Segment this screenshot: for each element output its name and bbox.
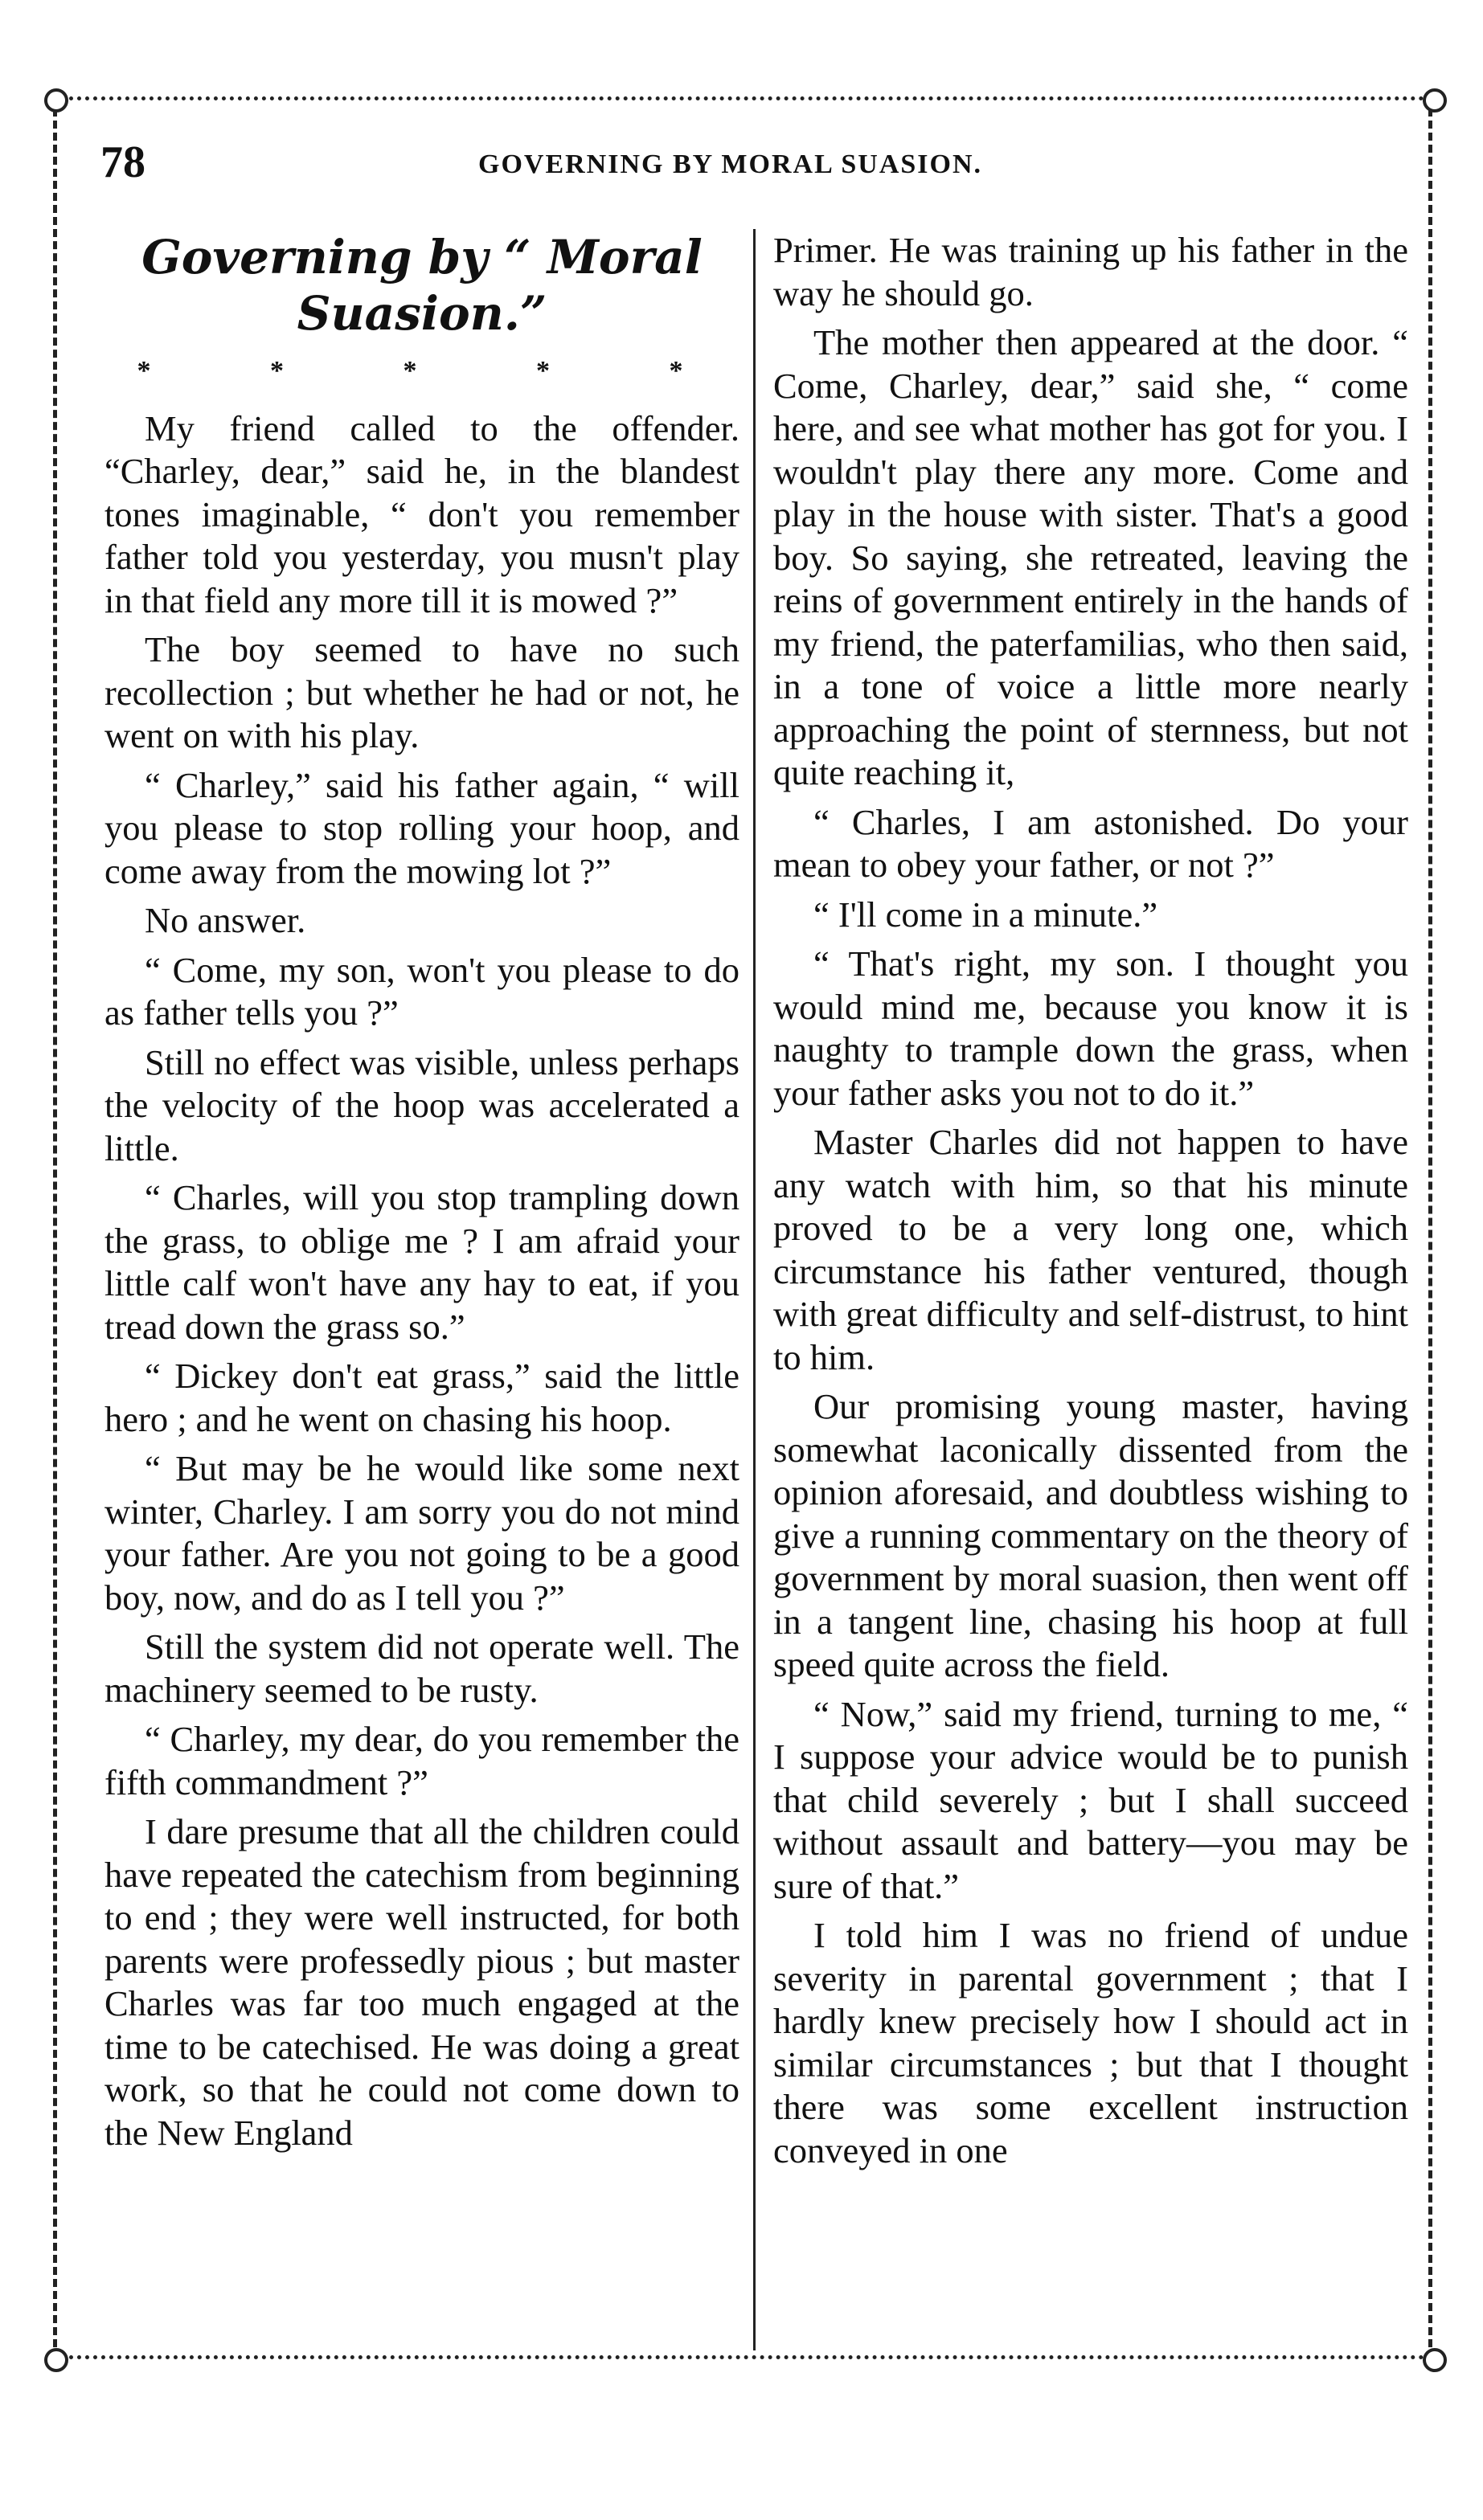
paragraph: Master Charles did not happen to have any watch with him, so that his minute proved to be a very long one, which circumstance his father ventured, though with great difficulty and self-distrust, to hint to him. [773,1122,1408,1377]
paragraph: “ Dickey don't eat grass,” said the little hero ; and he went on chasing his hoop. [104,1356,739,1439]
left-column [104,229,739,2161]
paragraph: “ Now,” said my friend, turning to me, “ I suppose your advice would be to punish that child severely ; but I shall succeed without assault and battery—you may be sure of that.” [773,1693,1408,1906]
paragraph: No answer. [145,900,306,940]
paragraph: “ That's right, my son. I thought you would mind me, because you know it is naughty to trample down the grass, when your father asks you not to do it.” [773,943,1408,1113]
paragraph: I dare presume that all the children could have repeated the catechism from beginning to end ; they were well instructed, for both parents were professedly pious ; but master Charles was far too much engaged at the time to be catechised. He was doing a great work, so that he could not come down to the New England [104,1811,739,2153]
article-title: Governing by “ Moral Suasion.” [141,230,703,341]
paragraph: “ I'll come in a minute.” [813,894,1158,935]
column-divider [753,229,756,2350]
paragraph: I told him I was no friend of undue severity in parental government ; that I hardly knew precisely how I should act in similar circumstances ; but that I thought there was some excellent instruction conveyed in one [773,1915,1408,2170]
paragraph: Our promising young master, having somewhat laconically dissented from the opinion aforesaid, and doubtless wishing to give a running commentary on the theory of government by moral suasion, then went off in a tangent line, chasing his hoop at full speed quite across the field. [773,1386,1408,1684]
paragraph: “ Charley,” said his father again, “ will you please to stop rolling your hoop, and come away from the mowing lot ?” [104,764,739,891]
border-ornament [1423,2348,1447,2372]
paragraph: Still no effect was visible, unless perhaps the velocity of the hoop was accelerated a little. [104,1041,739,1168]
paragraph: “ Charley, my dear, do you remember the fifth commandment ?” [104,1719,739,1802]
paragraph: Still the system did not operate well. The machinery seemed to be rusty. [104,1626,739,1710]
paragraph: “ Charles, I am astonished. Do your mean to obey your father, or not ?” [773,801,1408,885]
paragraph: “ Come, my son, won't you please to do as father tells you ?” [104,949,739,1033]
paragraph: “ Charles, will you stop trampling down the grass, to oblige me ? I am afraid your little calf won't have any hay to eat, if you tread down the grass so.” [104,1177,739,1347]
title-ornament: * * * * * [137,356,739,386]
paragraph: My friend called to the offender. “Charley, dear,” said he, in the blandest tones imaginable, “ don't you remember father told you yesterday, you musn't play in that field any more till it is mowed ?” [104,407,739,620]
paragraph: The mother then appeared at the door. “ Come, Charley, dear,” said she, “ come here, and see what mother has got for you. I wouldn't play there any more. Come and play in the house with sister. That's a good boy. So saying, she retreated, leaving the reins of government entirely in the hands of my friend, the paterfamilias, who then said, in a tone of voice a little more nearly approaching the point of sternness, but not quite reaching it, [773,322,1408,792]
paragraph: “ But may be he would like some next winter, Charley. I am sorry you do not mind your father. Are you not going to be a good boy, now, and do as I tell you ?” [104,1448,739,1618]
border-ornament [44,88,68,112]
paragraph: The boy seemed to have no such recollection ; but whether he had or not, he went on with his play. [104,629,739,755]
page-header [100,137,1419,193]
border-ornament [1423,88,1447,112]
running-head: GOVERNING BY MORAL SUASION. [478,149,983,179]
paragraph: Primer. He was training up his father in the way he should go. [773,230,1408,313]
right-column [773,229,1408,2178]
border-ornament [44,2348,68,2372]
page-number: 78 [100,137,145,187]
